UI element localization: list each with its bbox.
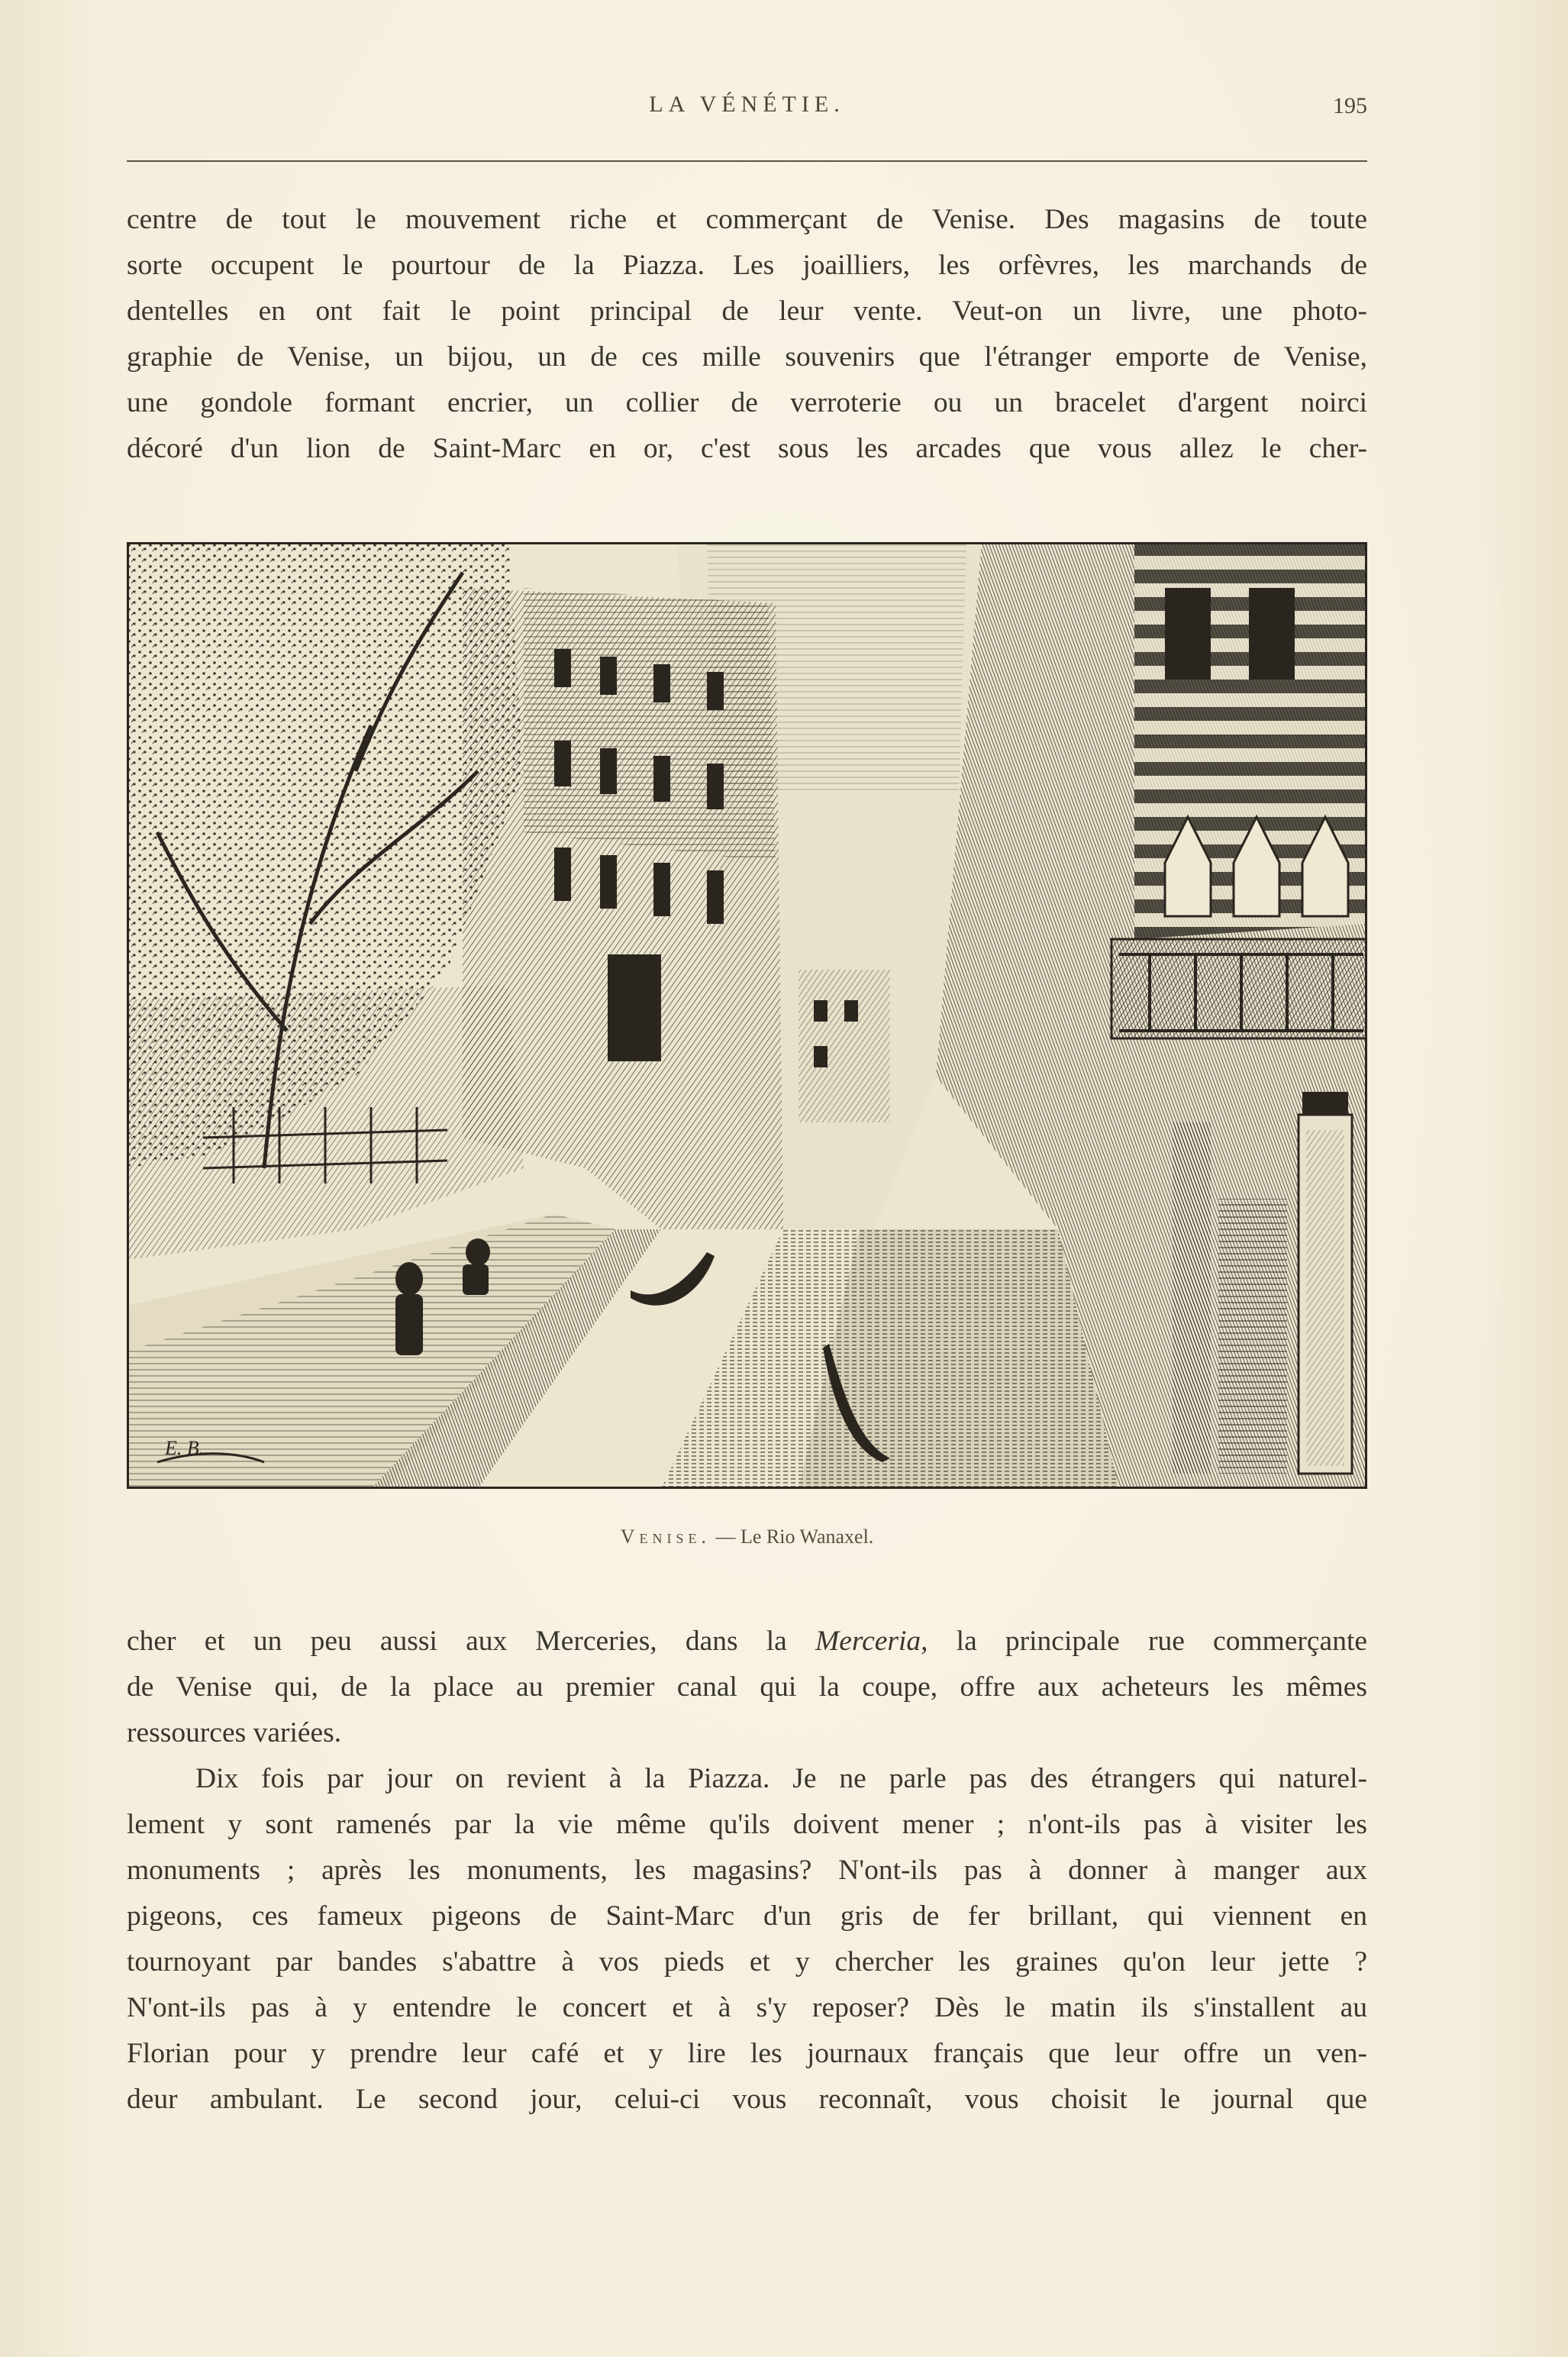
text-line: sorte occupent le pourtour de la Piazza. Les joailliers, les orfèvres, les marchands de [127,250,1367,281]
text-line: de Venise qui, de la place au premier canal qui la coupe, offre aux acheteurs les mêmes [127,1671,1367,1703]
text-line: deur ambulant. Le second jour, celui-ci vous reconnaît, vous choisit le journal que [127,2084,1367,2115]
text-line: décoré d'un lion de Saint-Marc en or, c'est sous les arcades que vous allez le cher- [127,433,1367,464]
caption-title: Le Rio Wanaxel. [740,1526,874,1548]
text-line: N'ont-ils pas à y entendre le concert et à s'y reposer? Dès le matin ils s'installent au [127,1992,1367,2023]
caption-place: Venise. [620,1526,711,1548]
figure-caption [127,1526,1367,1548]
text-line: une gondole formant encrier, un collier de verroterie ou un bracelet d'argent noirci [127,387,1367,418]
text-segment: la principale rue commerçante [956,1626,1367,1657]
caption-dash: — [715,1526,736,1548]
text-line: dentelles en ont fait le point principal de leur vente. Veut-on un livre, une photo- [127,295,1367,327]
text-line: Florian pour y prendre leur café et y lire les journaux français que leur offre un ven- [127,2038,1367,2069]
italic-term: Merceria, [815,1626,928,1657]
text-line: tournoyant par bandes s'abattre à vos pieds et y chercher les graines qu'on leur jette ? [127,1946,1367,1978]
running-head [127,92,1367,137]
text-line: graphie de Venise, un bijou, un de ces mille souvenirs que l'étranger emporte de Venise, [127,341,1367,373]
svg-text:E. B...: E. B... [165,1437,215,1459]
engraving-figure [127,542,1367,1489]
text-segment: cher et un peu aussi aux Merceries, dans la [127,1626,787,1657]
text-line: monuments ; après les monuments, les magasins? N'ont-ils pas à donner à manger aux [127,1855,1367,1886]
text-line: Dix fois par jour on revient à la Piazza. Je ne parle pas des étrangers qui naturel- [195,1763,1367,1794]
text-line: lement y sont ramenés par la vie même qu'ils doivent mener ; n'ont-ils pas à visiter les [127,1809,1367,1840]
text-line [127,1619,1367,1664]
engraving-venice-canal [127,542,1367,1489]
text-line: ressources variées. [127,1717,342,1748]
header-rule [127,160,1367,162]
text-line: pigeons, ces fameux pigeons de Saint-Marc d'un gris de fer brillant, qui viennent en [127,1900,1367,1932]
page-number: 195 [1333,93,1367,118]
paragraph-bottom [127,1619,1367,2123]
text-line: centre de tout le mouvement riche et commerçant de Venise. Des magasins de toute [127,204,1367,235]
running-title: LA VÉNÉTIE. [649,92,845,117]
paragraph-top [127,197,1367,472]
